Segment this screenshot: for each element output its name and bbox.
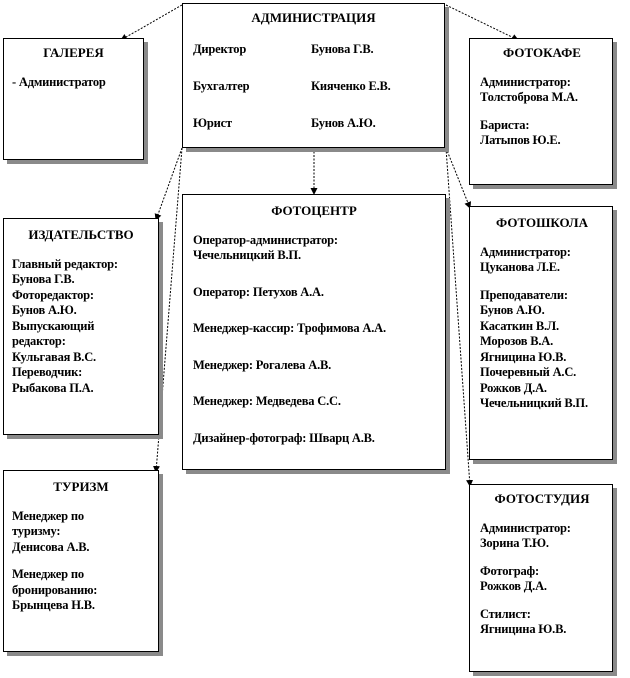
photo-studio-title: ФОТОСТУДИЯ xyxy=(494,491,590,506)
arrow-to-publishing xyxy=(156,148,182,220)
spacer xyxy=(480,106,604,118)
photo-cafe-box xyxy=(469,38,613,185)
photo-center-line: Менеджер-кассир: Трофимова А.А. xyxy=(193,321,386,335)
photo-center-line: Оператор-администратор: xyxy=(193,232,338,247)
staff-name: Кияченко Е.В. xyxy=(311,78,391,93)
photo-school-line: Преподаватели: xyxy=(480,287,568,302)
photo-cafe-line: Администратор: xyxy=(480,74,571,89)
staff-name: Бунова Г.В. xyxy=(311,41,374,56)
arrow-to-photo-cafe xyxy=(446,5,518,40)
photo-center-item xyxy=(193,321,435,337)
photo-center-title: ФОТОЦЕНТР xyxy=(271,203,357,218)
photo-center-line: Чечельницкий В.П. xyxy=(193,248,301,262)
administration-title: АДМИНИСТРАЦИЯ xyxy=(251,10,376,25)
photo-center-item xyxy=(193,358,435,374)
photo-studio-line: Фотограф: xyxy=(480,563,539,578)
photo-studio-line: Ягницина Ю.В. xyxy=(480,622,567,636)
photo-school-line: Почеревный А.С. xyxy=(480,365,577,379)
gallery-title: ГАЛЕРЕЯ xyxy=(43,45,104,60)
tourism-line: бронированию: xyxy=(12,582,98,597)
publishing-line: Бунов А.Ю. xyxy=(12,303,77,317)
publishing-box xyxy=(3,218,159,435)
tourism-line: туризму: xyxy=(12,524,61,538)
publishing-line: Переводчик: xyxy=(12,365,83,379)
photo-cafe-title: ФОТОКАФЕ xyxy=(503,45,581,60)
tourism-line: Брынцева Н.В. xyxy=(12,598,95,612)
photo-school-line: Цуканова Л.Е. xyxy=(480,260,560,274)
staff-role: Директор xyxy=(193,41,247,56)
photo-school-line: Чечельницкий В.П. xyxy=(480,396,588,410)
gallery-item: - Администратор xyxy=(12,74,106,89)
photo-studio-line: Зорина Т.Ю. xyxy=(480,536,549,550)
publishing-line: редактор: xyxy=(12,334,66,348)
photo-cafe-line: Бариста: xyxy=(480,117,530,132)
photo-center-item xyxy=(193,394,435,410)
photo-school-title: ФОТОШКОЛА xyxy=(496,215,588,230)
publishing-line: Кульгавая В.С. xyxy=(12,349,96,364)
staff-role: Бухгалтер xyxy=(193,78,250,93)
photo-center-line: Менеджер: Рогалева А.В. xyxy=(193,357,332,372)
photo-studio-box xyxy=(469,484,613,672)
photo-center-line: Оператор: Петухов А.А. xyxy=(193,284,324,299)
spacer xyxy=(12,555,150,567)
spacer xyxy=(480,552,604,564)
publishing-line: Фоторедактор: xyxy=(12,287,94,302)
photo-center-item xyxy=(193,233,435,264)
photo-center-item xyxy=(193,431,435,447)
photo-center-item xyxy=(193,285,435,301)
publishing-title: ИЗДАТЕЛЬСТВО xyxy=(28,227,134,242)
staff-row-lawyer xyxy=(193,116,434,136)
publishing-line: Главный редактор: xyxy=(12,256,118,271)
photo-school-box xyxy=(469,206,613,460)
arrow-to-gallery xyxy=(121,5,182,40)
tourism-line: Денисова А.В. xyxy=(12,539,90,554)
photo-center-line: Дизайнер-фотограф: Шварц А.В. xyxy=(193,430,375,445)
publishing-line: Рыбакова П.А. xyxy=(12,380,94,395)
staff-row-accountant xyxy=(193,79,434,99)
staff-name: Бунов А.Ю. xyxy=(311,115,376,130)
tourism-line: Менеджер по xyxy=(12,567,84,581)
photo-studio-line: Администратор: xyxy=(480,520,571,535)
tourism-box xyxy=(3,470,159,652)
arrow-to-photo-studio xyxy=(446,148,470,486)
arrow-to-photo-school xyxy=(446,148,470,208)
photo-studio-line: Стилист: xyxy=(480,606,531,621)
photo-school-line: Бунов А.Ю. xyxy=(480,303,545,317)
photo-school-line: Ягницина Ю.В. xyxy=(480,349,567,364)
gallery-box xyxy=(3,38,144,160)
staff-role: Юрист xyxy=(193,115,232,130)
tourism-title: ТУРИЗМ xyxy=(53,479,109,494)
photo-cafe-line: Толстоброва М.А. xyxy=(480,90,578,104)
photo-studio-line: Рожков Д.А. xyxy=(480,579,547,593)
photo-school-line: Рожков Д.А. xyxy=(480,380,547,395)
photo-cafe-line: Латыпов Ю.Е. xyxy=(480,133,561,147)
spacer xyxy=(480,595,604,607)
photo-center-line: Менеджер: Медведева С.С. xyxy=(193,394,341,408)
publishing-line: Выпускающий xyxy=(12,318,95,333)
tourism-line: Менеджер по xyxy=(12,508,84,523)
photo-center-box xyxy=(182,194,446,470)
arrow-to-tourism xyxy=(156,148,182,472)
staff-row-director xyxy=(193,42,434,62)
photo-school-line: Администратор: xyxy=(480,244,571,259)
photo-school-line: Касаткин В.Л. xyxy=(480,318,559,333)
photo-school-line: Морозов В.А. xyxy=(480,334,554,348)
spacer xyxy=(480,276,604,288)
administration-box xyxy=(182,3,445,148)
publishing-line: Бунова Г.В. xyxy=(12,272,75,286)
